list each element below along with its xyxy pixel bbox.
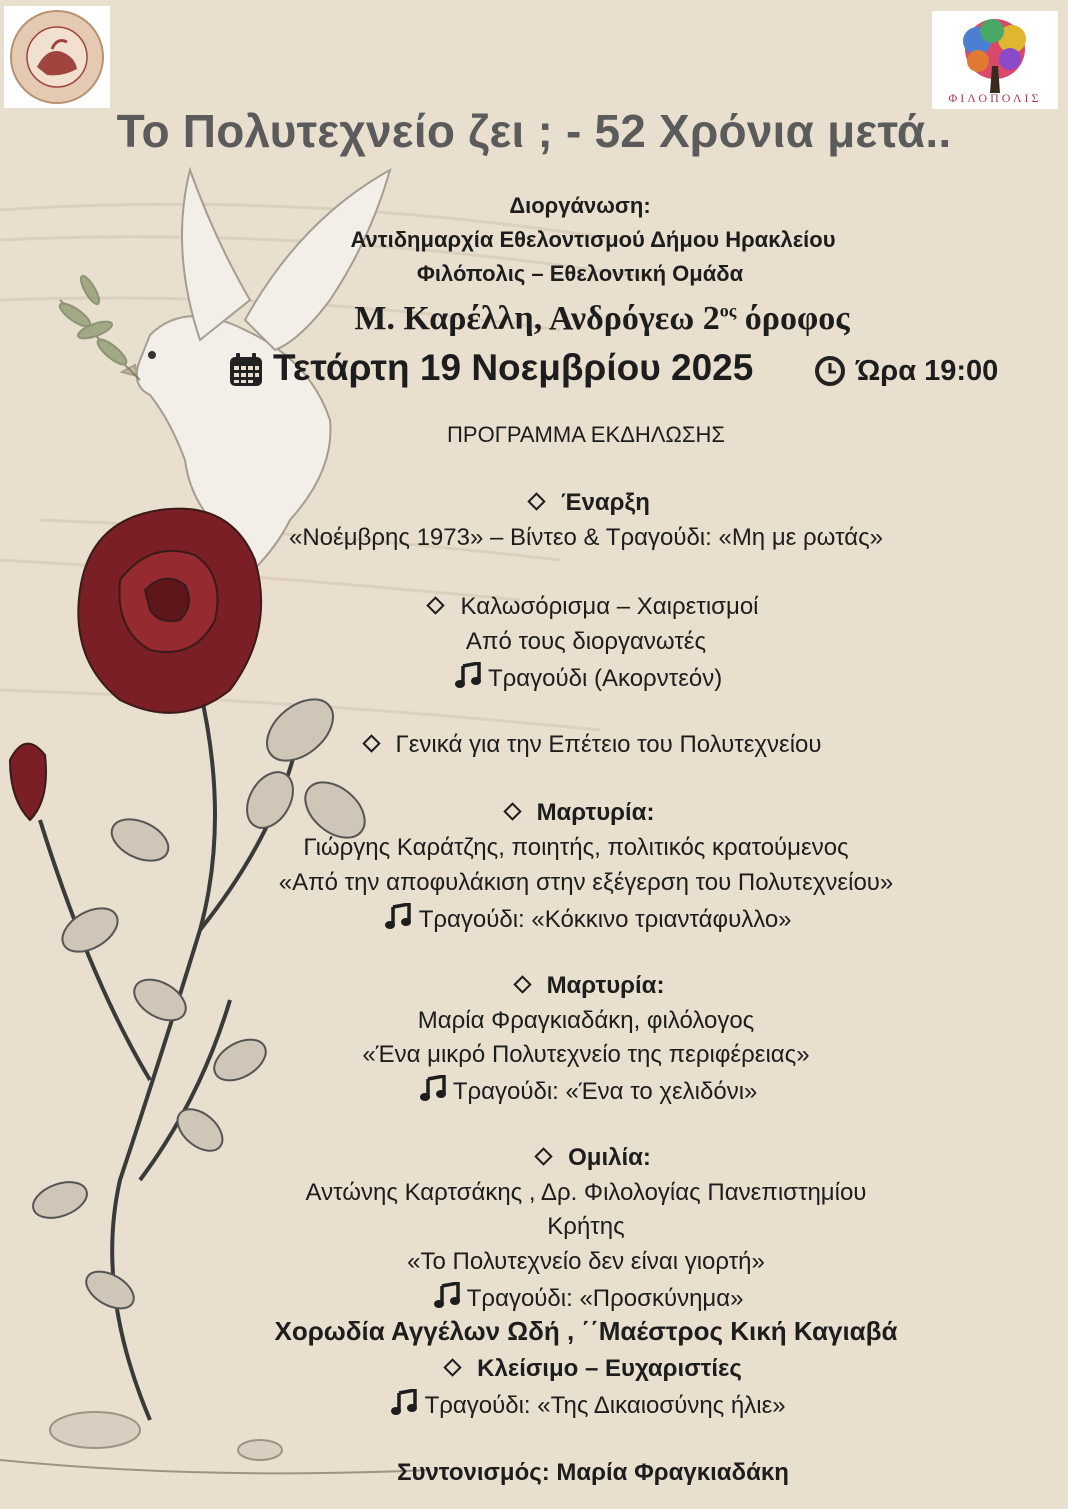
- choir: Χορωδία Αγγέλων Ωδή , ΄΄Μαέστρος Κική Καγιαβά: [274, 1316, 898, 1346]
- welcome-heading: [0, 593, 1068, 621]
- municipality-logo: [4, 6, 110, 108]
- song-2: [0, 903, 1068, 938]
- opening-heading: [0, 489, 1068, 517]
- organizer-filopolis: Φιλόπολις – Εθελοντική Ομάδα: [416, 261, 744, 286]
- music-note-icon: [384, 903, 412, 938]
- music-note-icon: [433, 1282, 461, 1317]
- song-5-text: Τραγούδι: «Της Δικαιοσύνης ήλιε»: [424, 1391, 786, 1419]
- testimony-1-title: «Από την αποφυλάκιση στην εξέγερση του Πολυτεχνείου»: [278, 869, 894, 896]
- heraklion-seal-icon: [7, 7, 107, 107]
- clock-icon: [814, 355, 846, 392]
- music-note-icon: [419, 1075, 447, 1110]
- speech-heading-text: Ομιλία:: [568, 1144, 651, 1171]
- song-4-text: Τραγούδι: «Προσκύνημα»: [466, 1284, 744, 1312]
- coordination: Συντονισμός: Μαρία Φραγκιαδάκη: [397, 1459, 789, 1486]
- song-4: [0, 1282, 1068, 1317]
- song-5: [0, 1389, 1068, 1424]
- speech-heading: [0, 1144, 1068, 1172]
- organization-label: Διοργάνωση:: [509, 193, 651, 218]
- testimony-1-heading: [0, 799, 1068, 827]
- testimony-2-heading-text: Μαρτυρία:: [546, 972, 665, 999]
- calendar-icon: [228, 352, 264, 393]
- testimony-1-speaker: Γιώργης Καράτζης, ποιητής, πολιτικός κρατούμενος: [303, 834, 849, 861]
- venue-main: Μ. Καρέλλη, Ανδρόγεω 2: [354, 300, 720, 337]
- venue: [0, 300, 1068, 338]
- diamond-bullet-icon: [527, 492, 545, 510]
- opening-line: «Νοέμβρης 1973» – Βίντεο & Τραγούδι: «Μη με ρωτάς»: [288, 524, 883, 551]
- diamond-bullet-icon: [503, 802, 521, 820]
- welcome-line: Από τους διοργανωτές: [465, 628, 707, 655]
- speech-speaker: Αντώνης Καρτσάκης , Δρ. Φιλολογίας Πανεπιστημίου: [305, 1179, 867, 1206]
- opening-heading-text: Έναρξη: [561, 489, 650, 516]
- general-item-text: Γενικά για την Επέτειο του Πολυτεχνείου: [395, 731, 822, 758]
- music-note-icon: [390, 1389, 418, 1424]
- speech-title: «Το Πολυτεχνείο δεν είναι γιορτή»: [407, 1248, 765, 1275]
- filopolis-logo: [932, 11, 1058, 109]
- music-note-icon: [454, 662, 482, 697]
- filopolis-logo-text: ΦΙΛΟΠΟΛΙΣ: [948, 91, 1042, 105]
- general-item: [0, 731, 1068, 759]
- venue-rest: όροφος: [736, 300, 850, 337]
- closing-heading: [0, 1355, 1068, 1383]
- event-date: Τετάρτη 19 Νοεμβρίου 2025: [273, 347, 754, 388]
- song-1-text: Τραγούδι (Ακορντεόν): [487, 664, 723, 692]
- organizer-municipality: Αντιδημαρχία Εθελοντισμού Δήμου Ηρακλείου: [350, 227, 836, 252]
- speech-speaker-cont: Κρήτης: [547, 1213, 625, 1240]
- program-title: ΠΡΟΓΡΑΜΜΑ ΕΚΔΗΛΩΣΗΣ: [447, 422, 725, 447]
- song-3: [0, 1075, 1068, 1110]
- page-title: Το Πολυτεχνείο ζει ; - 52 Χρόνια μετά..: [116, 105, 952, 157]
- testimony-2-title: «Ένα μικρό Πολυτεχνείο της περιφέρειας»: [362, 1041, 810, 1068]
- testimony-2-heading: [0, 972, 1068, 1000]
- venue-floor-suffix: ος: [719, 300, 737, 321]
- diamond-bullet-icon: [534, 1147, 552, 1165]
- diamond-bullet-icon: [443, 1358, 461, 1376]
- diamond-bullet-icon: [427, 596, 445, 614]
- song-1: [0, 662, 1068, 697]
- testimony-2-speaker: Μαρία Φραγκιαδάκη, φιλόλογος: [417, 1007, 755, 1034]
- event-time: Ώρα 19:00: [856, 355, 999, 387]
- song-3-text: Τραγούδι: «Ένα το χελιδόνι»: [452, 1077, 758, 1105]
- song-2-text: Τραγούδι: «Κόκκινο τριαντάφυλλο»: [418, 905, 792, 933]
- diamond-bullet-icon: [362, 734, 380, 752]
- diamond-bullet-icon: [513, 975, 531, 993]
- closing-heading-text: Κλείσιμο – Ευχαριστίες: [477, 1355, 742, 1382]
- welcome-heading-text: Καλωσόρισμα – Χαιρετισμοί: [460, 593, 759, 620]
- testimony-1-heading-text: Μαρτυρία:: [536, 799, 655, 826]
